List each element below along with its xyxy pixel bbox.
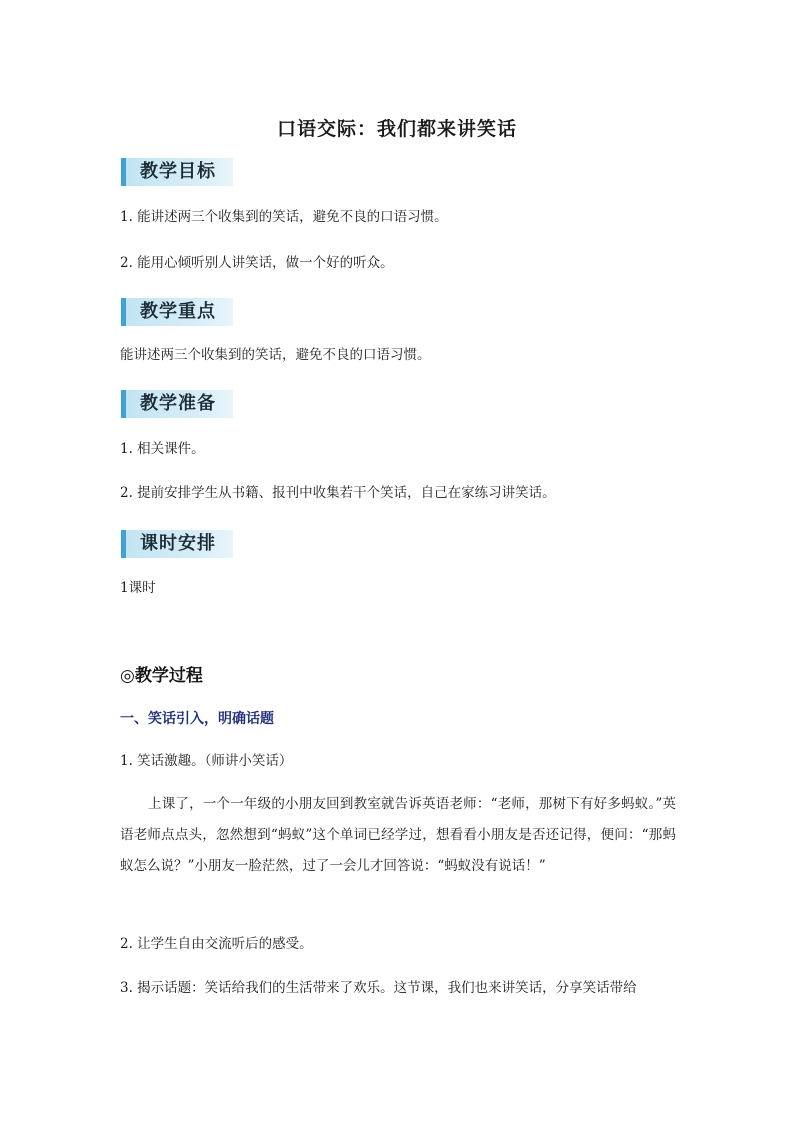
page-title: 口语交际：我们都来讲笑话	[276, 118, 517, 140]
goal-item-2: 2. 能用心倾听别人讲笑话，做一个好的听众。	[120, 255, 394, 271]
section-heading-prep	[121, 390, 233, 418]
step-3: 3. 揭示话题：笑话给我们的生活带来了欢乐。这节课，我们也来讲笑话，分享笑话带给	[120, 980, 637, 996]
section-heading-label: 教学准备	[140, 393, 216, 414]
process-heading: ◎教学过程	[120, 666, 203, 686]
step-1: 1. 笑话激趣。（师讲小笑话）	[120, 753, 293, 769]
section-heading-label: 课时安排	[140, 533, 216, 554]
focus-item: 能讲述两三个收集到的笑话，避免不良的口语习惯。	[120, 347, 431, 363]
step-2: 2. 让学生自由交流听后的感受。	[120, 936, 313, 952]
goal-item-1: 1. 能讲述两三个收集到的笑话，避免不良的口语习惯。	[120, 209, 448, 225]
section-heading-label: 教学目标	[140, 161, 216, 182]
section-heading-schedule	[121, 530, 233, 558]
joke-story-paragraph: 上课了，一个一年级的小朋友回到教室就告诉英语老师：“老师，那树下有好多蚂蚁。”英语老师点点头，忽然想到“蚂蚁”这个单词已经学过，想看看小朋友是否还记得，便问：“那蚂蚁怎么说？”小朋友一脸茫然，过了一会儿才回答说：“蚂蚁没有说话！”	[120, 796, 676, 874]
schedule-item: 1课时	[120, 580, 156, 596]
prep-item-2: 2. 提前安排学生从书籍、报刊中收集若干个笑话，自己在家练习讲笑话。	[120, 485, 556, 501]
section-heading-focus	[121, 298, 233, 326]
prep-item-1: 1. 相关课件。	[120, 441, 205, 457]
section-heading-goals	[121, 158, 233, 186]
part1-title: 一、笑话引入，明确话题	[120, 711, 274, 727]
section-heading-label: 教学重点	[140, 301, 216, 322]
